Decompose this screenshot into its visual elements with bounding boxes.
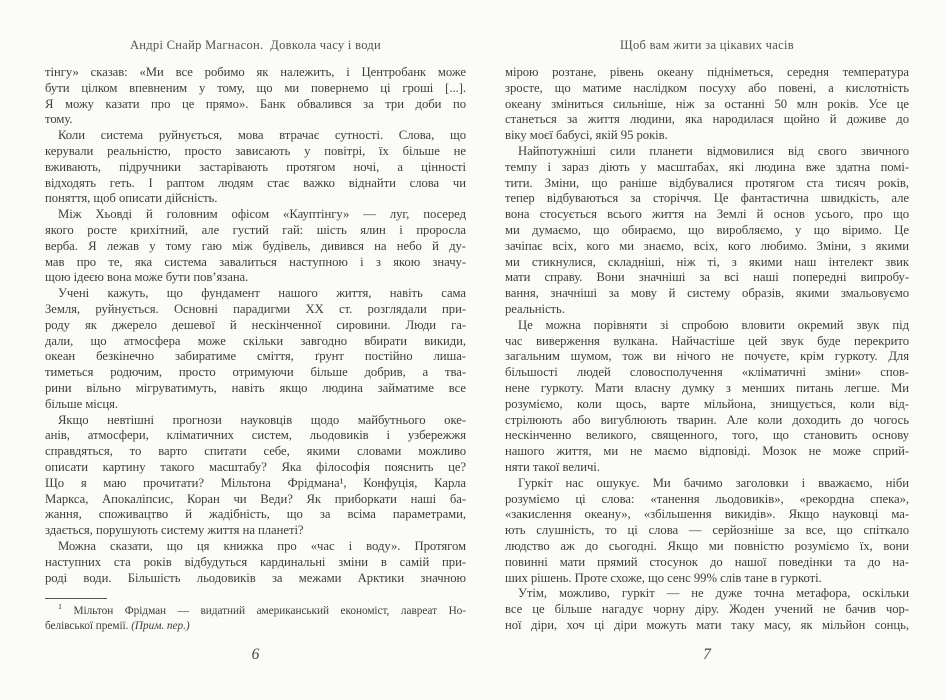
text-line: мірою розтане, рівень океану підніметься, середня температура — [505, 65, 909, 79]
text-line: віку моєї бабусі, якій 95 років. — [505, 128, 668, 143]
text-line: роді води. Більшість льодовиків за межами Арктики значною — [45, 570, 466, 585]
text-line: все це більше нагадує чорну діру. Жоден учений не бачив чор- — [505, 602, 909, 617]
text-line: Якщо невтішні прогнози науковців щодо майбутнього оке- — [58, 412, 466, 427]
text-line: ють слушність, то ці слова — серйозніше за все, що спіткало — [505, 523, 909, 538]
text-line: людство аж до сьогодні. Якщо ми повністю розуміємо їх, вони — [505, 538, 909, 553]
text-line: Я можу казати про це прямо». Банк обвалився за три доби по — [45, 96, 466, 111]
right-page — [505, 0, 909, 700]
text-line: нашого життя, ми не маємо відповіді. Мозок не може сприй- — [505, 444, 909, 459]
text-line: океан безкінечно забиратиме сміття, ґрунт постійно лиша- — [45, 349, 466, 364]
text-line: нене гуркоту. Мати власну думку з менших питань легше. Ми — [505, 380, 909, 395]
text-line: ми стикнулися, складніші, ніж ті, з якими наш інтелект звик — [505, 254, 909, 269]
text-line: більшості людей словосполучення «кліматичні зміни» спов- — [505, 365, 909, 380]
text-line: дали, що атмосфера може скільки завгодно вбирати викиди, — [45, 333, 466, 348]
running-header-left: Андрі Снайр Магнасон. Довкола часу і води — [129, 38, 382, 52]
text-line: ми думаємо, що обираємо, що виробляємо, у що віримо. Це — [505, 222, 909, 237]
text-line: розуміємо, коли щось, варте мільйона, знищується, коли від- — [505, 396, 909, 411]
text-line: справдяться, то варто спитати себе, якими словами можливо — [45, 444, 466, 459]
text-line: Це можна порівняти зі спробою вловити окремий звук під — [518, 317, 909, 332]
text-line: вживають, підручники застарівають протягом ночі, а цінності — [45, 159, 466, 174]
text-line: жання, споживацтво й жадібність, що за всіма параметрами, — [45, 507, 466, 522]
text-line: вона стосується всього життя на Землі й основ усього, про що — [505, 207, 909, 222]
text-line: наступних ста років відбудуться кардинальні зміни в самій при- — [45, 554, 466, 569]
text-line: розуміємо ці слова: «танення льодовиків», «рекордна спека», — [505, 491, 909, 506]
text-line: Між Хьовді й головним офісом «Кауптінгу» — луг, посеред — [58, 207, 466, 222]
text-line: зачіпає всіх, кого ми знаємо, всіх, кого любимо. Зміни, з якими — [505, 238, 909, 253]
text-line: мати справу. Вони значніші за всі наші попередні випробу- — [505, 270, 909, 285]
text-line: Що я маю прочитати? Мільтона Фрідмана¹, Конфуція, Карла — [45, 475, 466, 490]
text-line: няти такої величі. — [505, 459, 600, 474]
page-number-left: 6 — [251, 646, 260, 663]
right-page-body — [505, 65, 909, 634]
footnote-line: белівської премії. (Прим. пер.) — [45, 620, 190, 633]
text-line: щою ідеєю вона може бути пов’язана. — [45, 270, 249, 285]
text-line: тити. Зміни, що раніше відбувалися протягом ста тисяч років, — [505, 175, 909, 190]
text-line: Найпотужніші сили планети відмовилися від свого звичного — [518, 143, 909, 158]
text-line: Коли система руйнується, мова втрачає сутності. Слова, що — [58, 128, 466, 143]
text-line: Земля, руйнується. Основні парадигми XX ст. розглядали при- — [45, 301, 466, 316]
left-page — [45, 0, 466, 700]
text-line: поняття, щоб описати дійсність. — [45, 191, 218, 206]
text-line: нескінченно великого, священного, того, що становить основу — [505, 428, 909, 443]
text-line: більше місця. — [45, 396, 119, 411]
footnote-italic-note: (Прим. пер.) — [131, 620, 190, 633]
text-line: описати картину такого масштабу? Яка філософія пояснить це? — [45, 459, 466, 474]
text-line: тиметься родючим, просто отримуючи більше добрив, а тва- — [45, 365, 466, 380]
text-line: загальним шумом, тож ви нічого не почуєте, крім гуркоту. Для — [505, 349, 909, 364]
text-line: ших рішень. Проте схоже, що сенс 99% слів тане в гуркоті. — [505, 570, 822, 585]
text-line: зросте, що матиме наслідком посуху або повені, а кислотність — [505, 80, 909, 95]
text-line: Маркса, Апокаліпсис, Коран чи Веди? Як приборкати наші ба- — [45, 491, 466, 506]
text-line: тінгу» сказав: «Ми все робимо як належить, і Центробанк може — [45, 65, 466, 79]
text-line: верба. Я лежав у тому гаю між будівель, дивився на небо й ду- — [45, 238, 466, 253]
text-line: повинні мати прямий стосунок до нашої поведінки та до на- — [505, 554, 909, 569]
text-line: роду як джерело дешевої й нескінченної сировини. Люди га- — [45, 317, 466, 332]
text-line: стрілюють або вигублюють тварин. Але коли доходить до чогось — [505, 412, 909, 427]
text-line: темпу і зараз діють у масштабах, які людина вже здатна помі- — [505, 159, 909, 174]
text-line: реальність. — [505, 301, 565, 316]
text-line: здається, порушують систему життя на планеті? — [45, 523, 304, 538]
running-header-right: Щоб вам жити за цікавих часів — [620, 38, 794, 52]
text-line: ної діри, хоч ці діри можуть мати таку масу, як мільйон сонць, — [505, 617, 909, 632]
text-line: океану зміниться сильніше, ніж за останні 50 млн років. Усе це — [505, 96, 909, 111]
page-number-right: 7 — [703, 646, 711, 663]
text-line: тепер відбуваються за сторіччя. Це фантастична швидкість, але — [505, 191, 909, 206]
text-line: Можна сказати, що ця книжка про «час і воду». Протягом — [58, 538, 466, 553]
footnote-line: $^1$ Мільтон Фрідман — видатний американський економіст, лавреат Но- — [58, 604, 466, 618]
text-line: Гуркіт нас ошукує. Ми бачимо заголовки і вважаємо, ніби — [518, 475, 909, 490]
text-line: рини вільно мігруватимуть, навіть якщо людина займатиме все — [45, 380, 466, 395]
footnote-rule — [45, 598, 107, 599]
left-page-body — [45, 65, 466, 634]
text-line: Утім, можливо, гуркіт — не дуже точна метафора, оскільки — [518, 586, 909, 601]
footnote-marker: 1 — [58, 604, 62, 612]
text-line: якого росте крихітний, але густий гай: шість ялин і проросла — [45, 222, 466, 237]
text-line: Учені кажуть, що фундамент нашого життя, навіть сама — [58, 286, 466, 301]
text-line: вання, значніші за мову й систему образів, якими змальовуємо — [505, 286, 909, 301]
text-line: мав про те, яка система завалиться наступною і з якою значу- — [45, 254, 466, 269]
text-line: керували реальністю, просто зависають у повітрі, їх більше не — [45, 143, 466, 158]
text-line: «закислення океану», «збільшення викидів». Якщо науковці ма- — [505, 507, 909, 522]
text-line: анів, атмосфери, кліматичних систем, льодовиків і узбережжя — [45, 428, 466, 443]
footnote — [45, 598, 466, 634]
text-line: станеться за життя людини, яка народилася щойно й доживе до — [505, 112, 909, 127]
text-line: бути цілком впевненим у тому, що ми повернемо ці гроші [...]. — [45, 80, 466, 95]
text-line: час виверження вулкана. Найчастіше цей звук буде перекрито — [505, 333, 909, 348]
text-line: відходять геть. І раптом людям стає важко віднайти слова чи — [45, 175, 466, 190]
text-line: тому. — [45, 112, 73, 127]
